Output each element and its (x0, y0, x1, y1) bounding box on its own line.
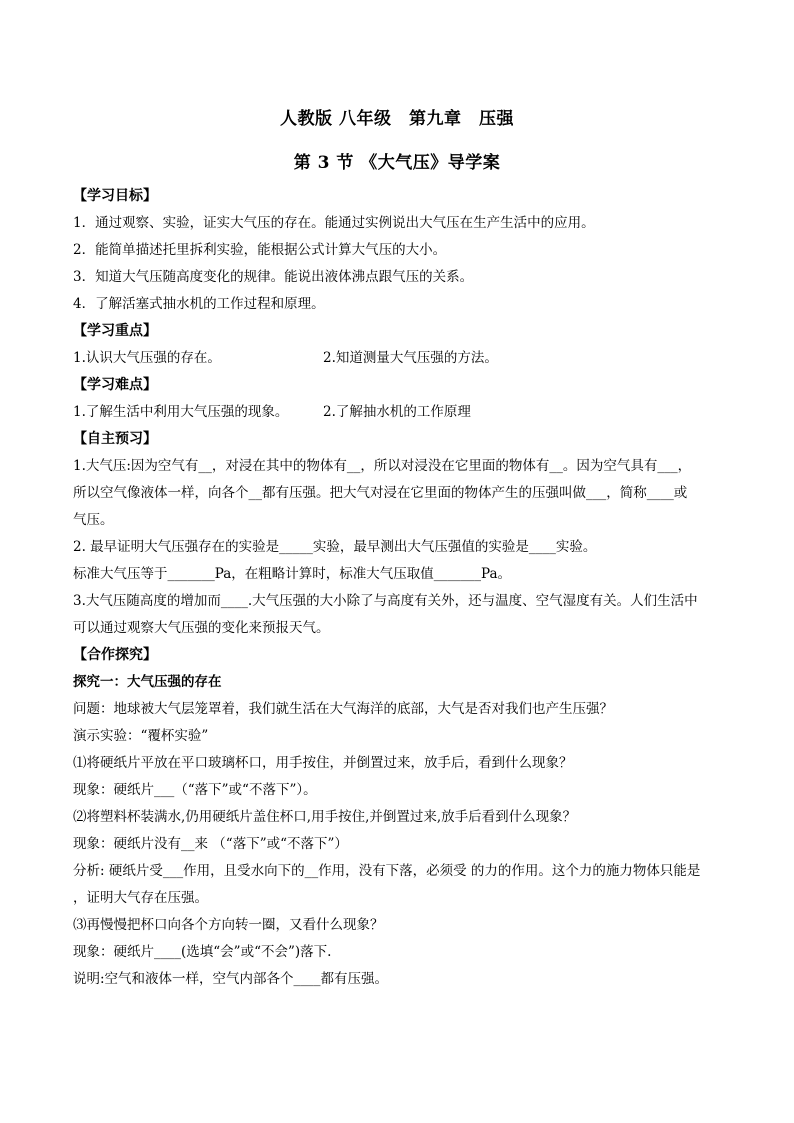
explore-line: ，证明大气存在压强。 (73, 890, 208, 906)
preview-line: 气压。 (73, 512, 114, 528)
explore-heading: 【合作探究】 (73, 647, 157, 663)
key-heading: 【学习重点】 (73, 323, 157, 339)
difficult-points-row (73, 399, 733, 426)
goal-item: 2．能简单描述托里拆利实验，能根据公式计算大气压的大小。 (73, 242, 447, 258)
preview-line: 1.大气压:因为空气有__，对浸在其中的物体有__，所以对浸没在它里面的物体有__。因为空气具有___， (73, 458, 692, 474)
explore-line: 现象：硬纸片___（“落下”或“不落下”）。 (73, 782, 317, 798)
explore-line: 现象：硬纸片____(选填“会”或“不会”)落下. (73, 944, 332, 960)
page-title: 人教版 八年级 第九章 压强 (280, 109, 514, 129)
preview-line: 标准大气压等于_______Pa，在粗略计算时，标准大气压取值_______Pa。 (73, 566, 512, 582)
preview-line: 2. 最早证明大气压强存在的实验是_____实验，最早测出大气压强值的实验是____实验。 (73, 539, 597, 555)
difficult-heading: 【学习难点】 (73, 377, 157, 393)
preview-line: 3.大气压随高度的增加而____.大气压强的大小除了与高度有关外，还与温度、空气湿度有关。人们生活中 (73, 593, 698, 609)
key-points-row (73, 345, 733, 372)
preview-heading: 【自主预习】 (73, 431, 157, 447)
difficult-point: 2.了解抽水机的工作原理 (323, 404, 471, 420)
key-point: 2.知道测量大气压强的方法。 (323, 350, 498, 366)
goal-item: 1．通过观察、实验，证实大气压的存在。能通过实例说出大气压在生产生活中的应用。 (73, 215, 595, 231)
explore-line: 演示实验：“覆杯实验” (73, 728, 209, 744)
preview-line: 可以通过观察大气压强的变化来预报天气。 (73, 620, 330, 636)
explore-line: ⑵将塑料杯装满水,仍用硬纸片盖住杯口,用手按住,并倒置过来,放手后看到什么现象？ (73, 809, 577, 825)
explore-line: ⑶再慢慢把杯口向各个方向转一圈，又看什么现象？ (73, 917, 384, 933)
explore-line: 说明:空气和液体一样，空气内部各个____都有压强。 (73, 971, 389, 987)
key-point: 1.认识大气压强的存在。 (73, 350, 221, 366)
content-body (73, 183, 733, 993)
explore-line: 现象：硬纸片没有__来 （“落下”或“不落下”） (73, 836, 348, 852)
explore-line: ⑴将硬纸片平放在平口玻璃杯口，用手按住，并倒置过来，放手后，看到什么现象？ (73, 755, 573, 771)
difficult-point: 1.了解生活中利用大气压强的现象。 (73, 404, 289, 420)
explore-line: 问题：地球被大气层笼罩着，我们就生活在大气海洋的底部，大气是否对我们也产生压强？ (73, 701, 613, 717)
page-subtitle: 第 3 节 《大气压》导学案 (293, 153, 501, 173)
goal-item: 4．了解活塞式抽水机的工作过程和原理。 (73, 296, 325, 312)
goal-item: 3．知道大气压随高度变化的规律。能说出液体沸点跟气压的关系。 (73, 269, 474, 285)
explore-line: 分析: 硬纸片受___作用，且受水向下的__作用，没有下落，必须受 的力的作用。这个力的施力物体只能是 (73, 863, 701, 879)
explore-title: 探究一：大气压强的存在 (73, 674, 222, 690)
goals-heading: 【学习目标】 (73, 188, 157, 204)
preview-line: 所以空气像液体一样，向各个__都有压强。把大气对浸在它里面的物体产生的压强叫做___，简称____或 (73, 485, 688, 501)
